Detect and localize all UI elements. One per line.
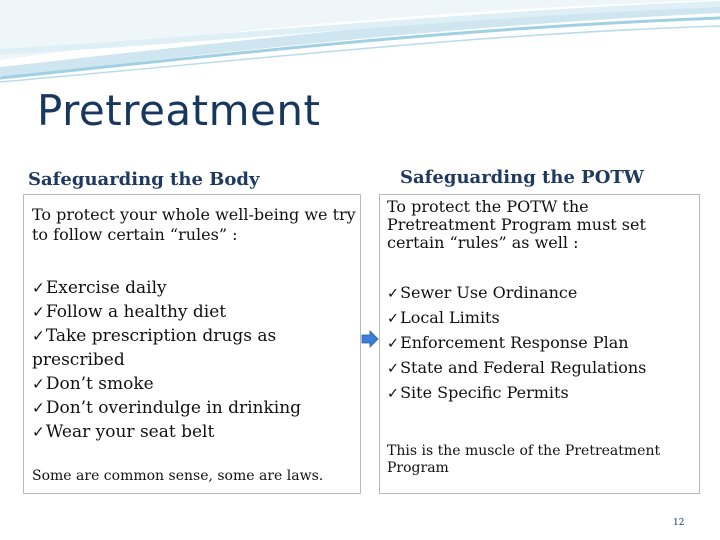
potw-panel (379, 194, 700, 494)
body-rules-list (32, 276, 358, 444)
check-icon: ✓ (32, 327, 45, 345)
list-item (387, 356, 692, 381)
left-heading: Safeguarding the Body (28, 169, 260, 190)
check-icon: ✓ (32, 423, 45, 441)
right-heading: Safeguarding the POTW (400, 167, 644, 188)
list-item-label: Wear your seat belt (45, 422, 215, 442)
list-item-label: Exercise daily (45, 278, 167, 298)
check-icon: ✓ (387, 311, 400, 327)
decorative-swoosh (0, 0, 720, 95)
potw-rules-list (387, 281, 692, 406)
list-item (32, 276, 358, 300)
right-arrow-icon (361, 330, 379, 348)
list-item-label: State and Federal Regulations (400, 358, 647, 377)
body-panel (23, 194, 361, 494)
check-icon: ✓ (387, 286, 400, 302)
list-item (32, 372, 358, 396)
check-icon: ✓ (387, 361, 400, 377)
check-icon: ✓ (32, 279, 45, 297)
potw-intro: To protect the POTW the Pretreatment Program must set certain “rules” as well : (387, 197, 646, 252)
check-icon: ✓ (387, 386, 400, 402)
list-item-label: Local Limits (400, 308, 500, 327)
list-item (32, 420, 358, 444)
list-item (32, 396, 358, 420)
slide-title: Pretreatment (37, 86, 321, 135)
list-item-label: Take prescription drugs as prescribed (32, 326, 277, 370)
list-item (387, 281, 692, 306)
list-item-label: Site Specific Permits (400, 383, 569, 402)
list-item-label: Don’t smoke (45, 374, 154, 394)
list-item (32, 324, 358, 372)
body-note: Some are common sense, some are laws. (32, 468, 324, 484)
check-icon: ✓ (32, 399, 45, 417)
potw-note: This is the muscle of the Pretreatment Program (387, 443, 661, 476)
list-item (387, 331, 692, 356)
list-item-label: Don’t overindulge in drinking (45, 398, 302, 418)
list-item (32, 300, 358, 324)
list-item (387, 306, 692, 331)
list-item-label: Follow a healthy diet (45, 302, 227, 322)
body-intro: To protect your whole well-being we try to follow certain “rules” : (32, 205, 356, 244)
list-item-label: Sewer Use Ordinance (400, 283, 578, 302)
check-icon: ✓ (387, 336, 400, 352)
list-item (387, 381, 692, 406)
check-icon: ✓ (32, 375, 45, 393)
check-icon: ✓ (32, 303, 45, 321)
page-number: 12 (673, 518, 685, 528)
list-item-label: Enforcement Response Plan (400, 333, 629, 352)
